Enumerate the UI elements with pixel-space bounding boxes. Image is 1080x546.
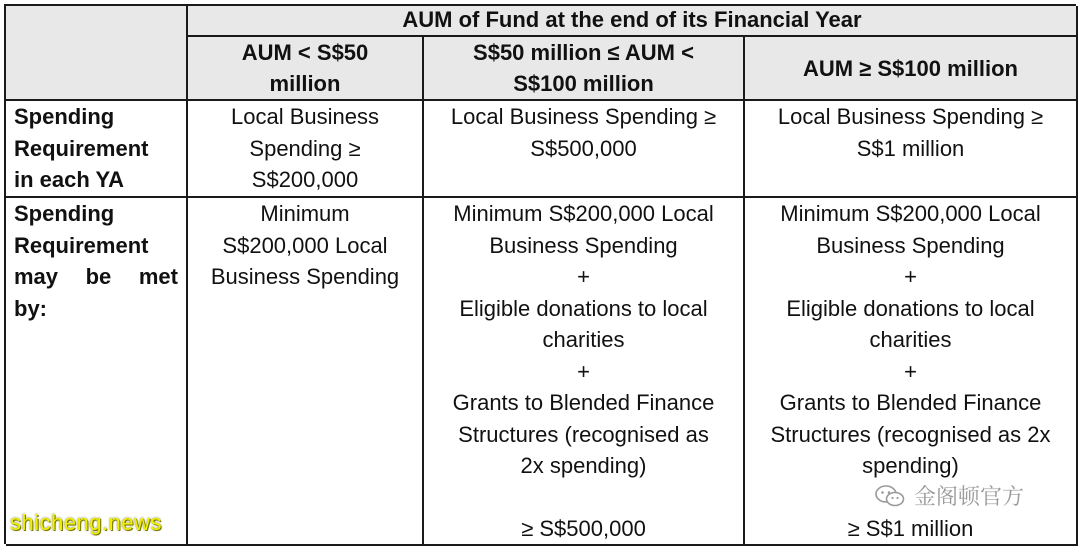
- row-header-word: met: [138, 264, 178, 289]
- column-header-line: S$50 million ≤ AUM <: [473, 40, 694, 65]
- column-header-line: AUM ≥ S$100 million: [802, 55, 1018, 81]
- row-header-how-met: [6, 198, 188, 546]
- cell-line: S$1 million: [856, 135, 965, 161]
- cell-line: Business Spending: [816, 232, 1005, 258]
- row-header-line: Requirement: [14, 232, 149, 258]
- plus-sign: +: [904, 358, 917, 384]
- aum-group-header: AUM of Fund at the end of its Financial Year: [188, 6, 1078, 37]
- column-header-over-100m: [745, 37, 1078, 101]
- cell-line: spending): [862, 453, 959, 478]
- table-cell-r2-c1: [188, 198, 424, 546]
- cell-line: Structures (recognised as: [458, 421, 709, 447]
- row-header-line: Spending: [14, 104, 115, 129]
- row-header-spending-requirement: [6, 101, 188, 198]
- cell-line: Local Business Spending ≥: [777, 104, 1044, 129]
- cell-line: Spending ≥: [249, 135, 361, 161]
- aum-spending-table: [4, 4, 1076, 544]
- column-header-line: S$100 million: [513, 71, 654, 96]
- column-header-line: million: [269, 71, 341, 96]
- watermark-account-name: 金阁顿官方: [914, 485, 1025, 510]
- plus-sign: +: [577, 358, 590, 384]
- column-header-under-50m: [188, 37, 424, 101]
- cell-line: Minimum S$200,000 Local: [780, 201, 1041, 226]
- table-cell-r1-c3: [745, 101, 1078, 198]
- row-header-word: be: [85, 264, 112, 289]
- cell-line: S$200,000 Local: [222, 232, 388, 258]
- blank-line: [430, 482, 737, 514]
- cell-line: Minimum S$200,000 Local: [453, 201, 714, 226]
- table-cell-r2-c2: [424, 198, 745, 546]
- row-header-line-justified: [14, 261, 178, 293]
- row-header-line: Spending: [14, 201, 115, 226]
- table-corner-cell: [6, 6, 188, 101]
- table-cell-r1-c2: [424, 101, 745, 198]
- cell-line: 2x spending): [520, 453, 647, 478]
- cell-line: Local Business: [231, 104, 379, 129]
- cell-line: S$200,000: [251, 167, 359, 192]
- watermark-account: [874, 480, 1024, 511]
- cell-line: Grants to Blended Finance: [452, 390, 715, 415]
- plus-sign: +: [904, 264, 917, 289]
- plus-sign: +: [577, 264, 590, 289]
- cell-line: S$500,000: [530, 135, 637, 161]
- cell-line-total: ≥ S$500,000: [521, 516, 646, 541]
- cell-line: Business Spending: [489, 232, 678, 258]
- row-header-line: in each YA: [14, 167, 125, 192]
- cell-line: Business Spending: [210, 264, 400, 289]
- cell-line: Local Business Spending ≥: [450, 104, 717, 129]
- cell-line: Eligible donations to local: [786, 295, 1035, 321]
- cell-line: Eligible donations to local: [459, 295, 708, 321]
- cell-line: charities: [869, 327, 952, 352]
- row-header-word: may: [14, 264, 59, 289]
- row-header-line: Requirement: [14, 135, 149, 161]
- cell-line: Minimum: [260, 201, 350, 226]
- cell-line-total: ≥ S$1 million: [847, 516, 974, 541]
- row-header-line: by:: [14, 295, 47, 321]
- cell-line: Grants to Blended Finance: [779, 390, 1042, 415]
- cell-line: Structures (recognised as 2x: [770, 421, 1051, 447]
- wechat-icon: [874, 484, 906, 508]
- watermark-site-name: shicheng.news: [10, 510, 163, 535]
- column-header-line: AUM < S$50: [241, 40, 369, 65]
- column-header-50m-to-100m: [424, 37, 745, 101]
- cell-line: charities: [542, 327, 625, 352]
- table-cell-r1-c1: [188, 101, 424, 198]
